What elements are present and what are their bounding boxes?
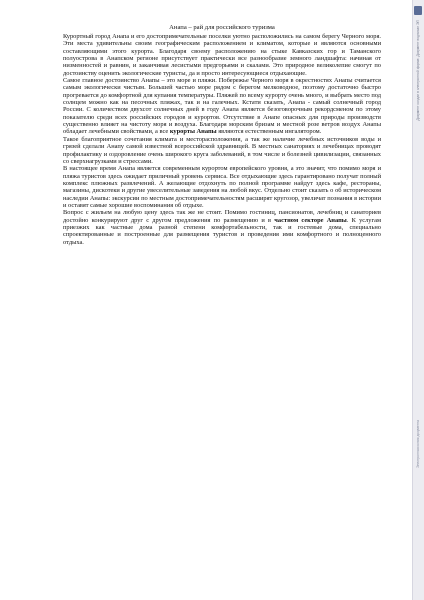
paragraph-service: В настоящее время Анапа является современным курортом европейского уровня, а это значит, что помимо моря и пляжа туристов здесь ожидает приличный уровень сервиса. Все отдыхающие здесь гарантировано получат полный комплекс плюжных развлечений. А желающие отдохнуть по полной программе найдут здесь кафе, рестораны, магазины, дискотеки и другие увеселительные заведения на любой вкус. Отдельно стоит сказать о об историческом наследии Анапы: экскурсии по местным достопримечательностям расширят кругозор, увеличат познания в истории и оставят самые хорошие воспоминания об отдыхе. [63, 165, 381, 209]
paragraph-housing-text: Вопрос с жильем на любую цену здесь так же не стоит. Помимо гостиниц, пансионатов, лечебниц и санаториев достойно конкурируют друг с другом предложения по размещению и в [63, 209, 381, 224]
paragraph-housing [63, 209, 381, 246]
paragraph-sea-text-end: являются естественным ингалятором. [216, 128, 322, 136]
resorts-bold-link: курорты Анапы [169, 128, 217, 136]
document-title: Анапа – рай для российского туризма [169, 24, 275, 31]
private-sector-bold: частном секторе Анапы [274, 216, 347, 224]
stamp-icon [414, 6, 422, 15]
paragraph-sea-text: Самое главное достоинство Анапы – это море и пляжи. Побережье Черного моря в окрестностях Анапы считается самым экологически чистым. Большей частью море рядом с берегом мелководное, поэтому достаточно быстро прогревается до комфортной для купания температуры. Пляжей по всему курорту очень много, и выбрать место под солнцем можно как на песочных пляжах, так и на галечных. Кстати сказать, Анапа - самый солнечный город России. С количеством двухсот солнечных дней в году Анапа является безоговорочным рекордсменом по этому показателю среди всех российских городов и курортов. Отсутствие в Анапе опасных для природы производств существенно влияет на чистоту моря и воздуха. Благодаря морским бризам и местной розе ветров воздух Анапы обладает лечебными свойствами, а все [63, 77, 381, 136]
paragraph-health-resort: Такое благоприятное сочетания климата и месторасположения, а так же наличие лечебных источников воды и грязей сделали Анапу самой известной всероссийской здравницей. В местных санаториях и лечебницах проводят профилактику и оздоровление очень широкого круга заболеваний, в том числе и болезней цивилизации, связанных со сверхнагрузками и стрессами. [63, 135, 381, 165]
side-caption-top: Документ создан в электронной форме. Документ подписан ЭП [416, 20, 420, 121]
side-caption-bottom: Электронная копия документа [416, 420, 420, 468]
paragraph-geography: Курортный город Анапа и его достопримечательные поселки уютно расположились на самом берегу Черного моря. Эти места удивительны своим географическим расположением и климатом, которые и являются основными составляющими этого курорта. Благодаря своему расположению на стыке Кавказских гор и Таманского полуострова в Анапском регионе присутствует практически все разнообразие земного ландшафта: начиная от низменностей и равнин, и заканчивая лесистыми предгорьями и скалами. Это природное великолепие смогут по достоинству оценить экологические туристы, да и просто интересующиеся отдыхающие. [63, 33, 381, 77]
paragraph-sea-beaches [63, 77, 381, 136]
paragraph-housing-text-end: . К услугам приезжих как частные дома разной степени комфортабельности, так и гостевые дома, специально спроектированные и построенные для размещения туристов и проведения ими комфортного и полноценного отдыха. [63, 216, 381, 246]
document-page [63, 24, 381, 246]
